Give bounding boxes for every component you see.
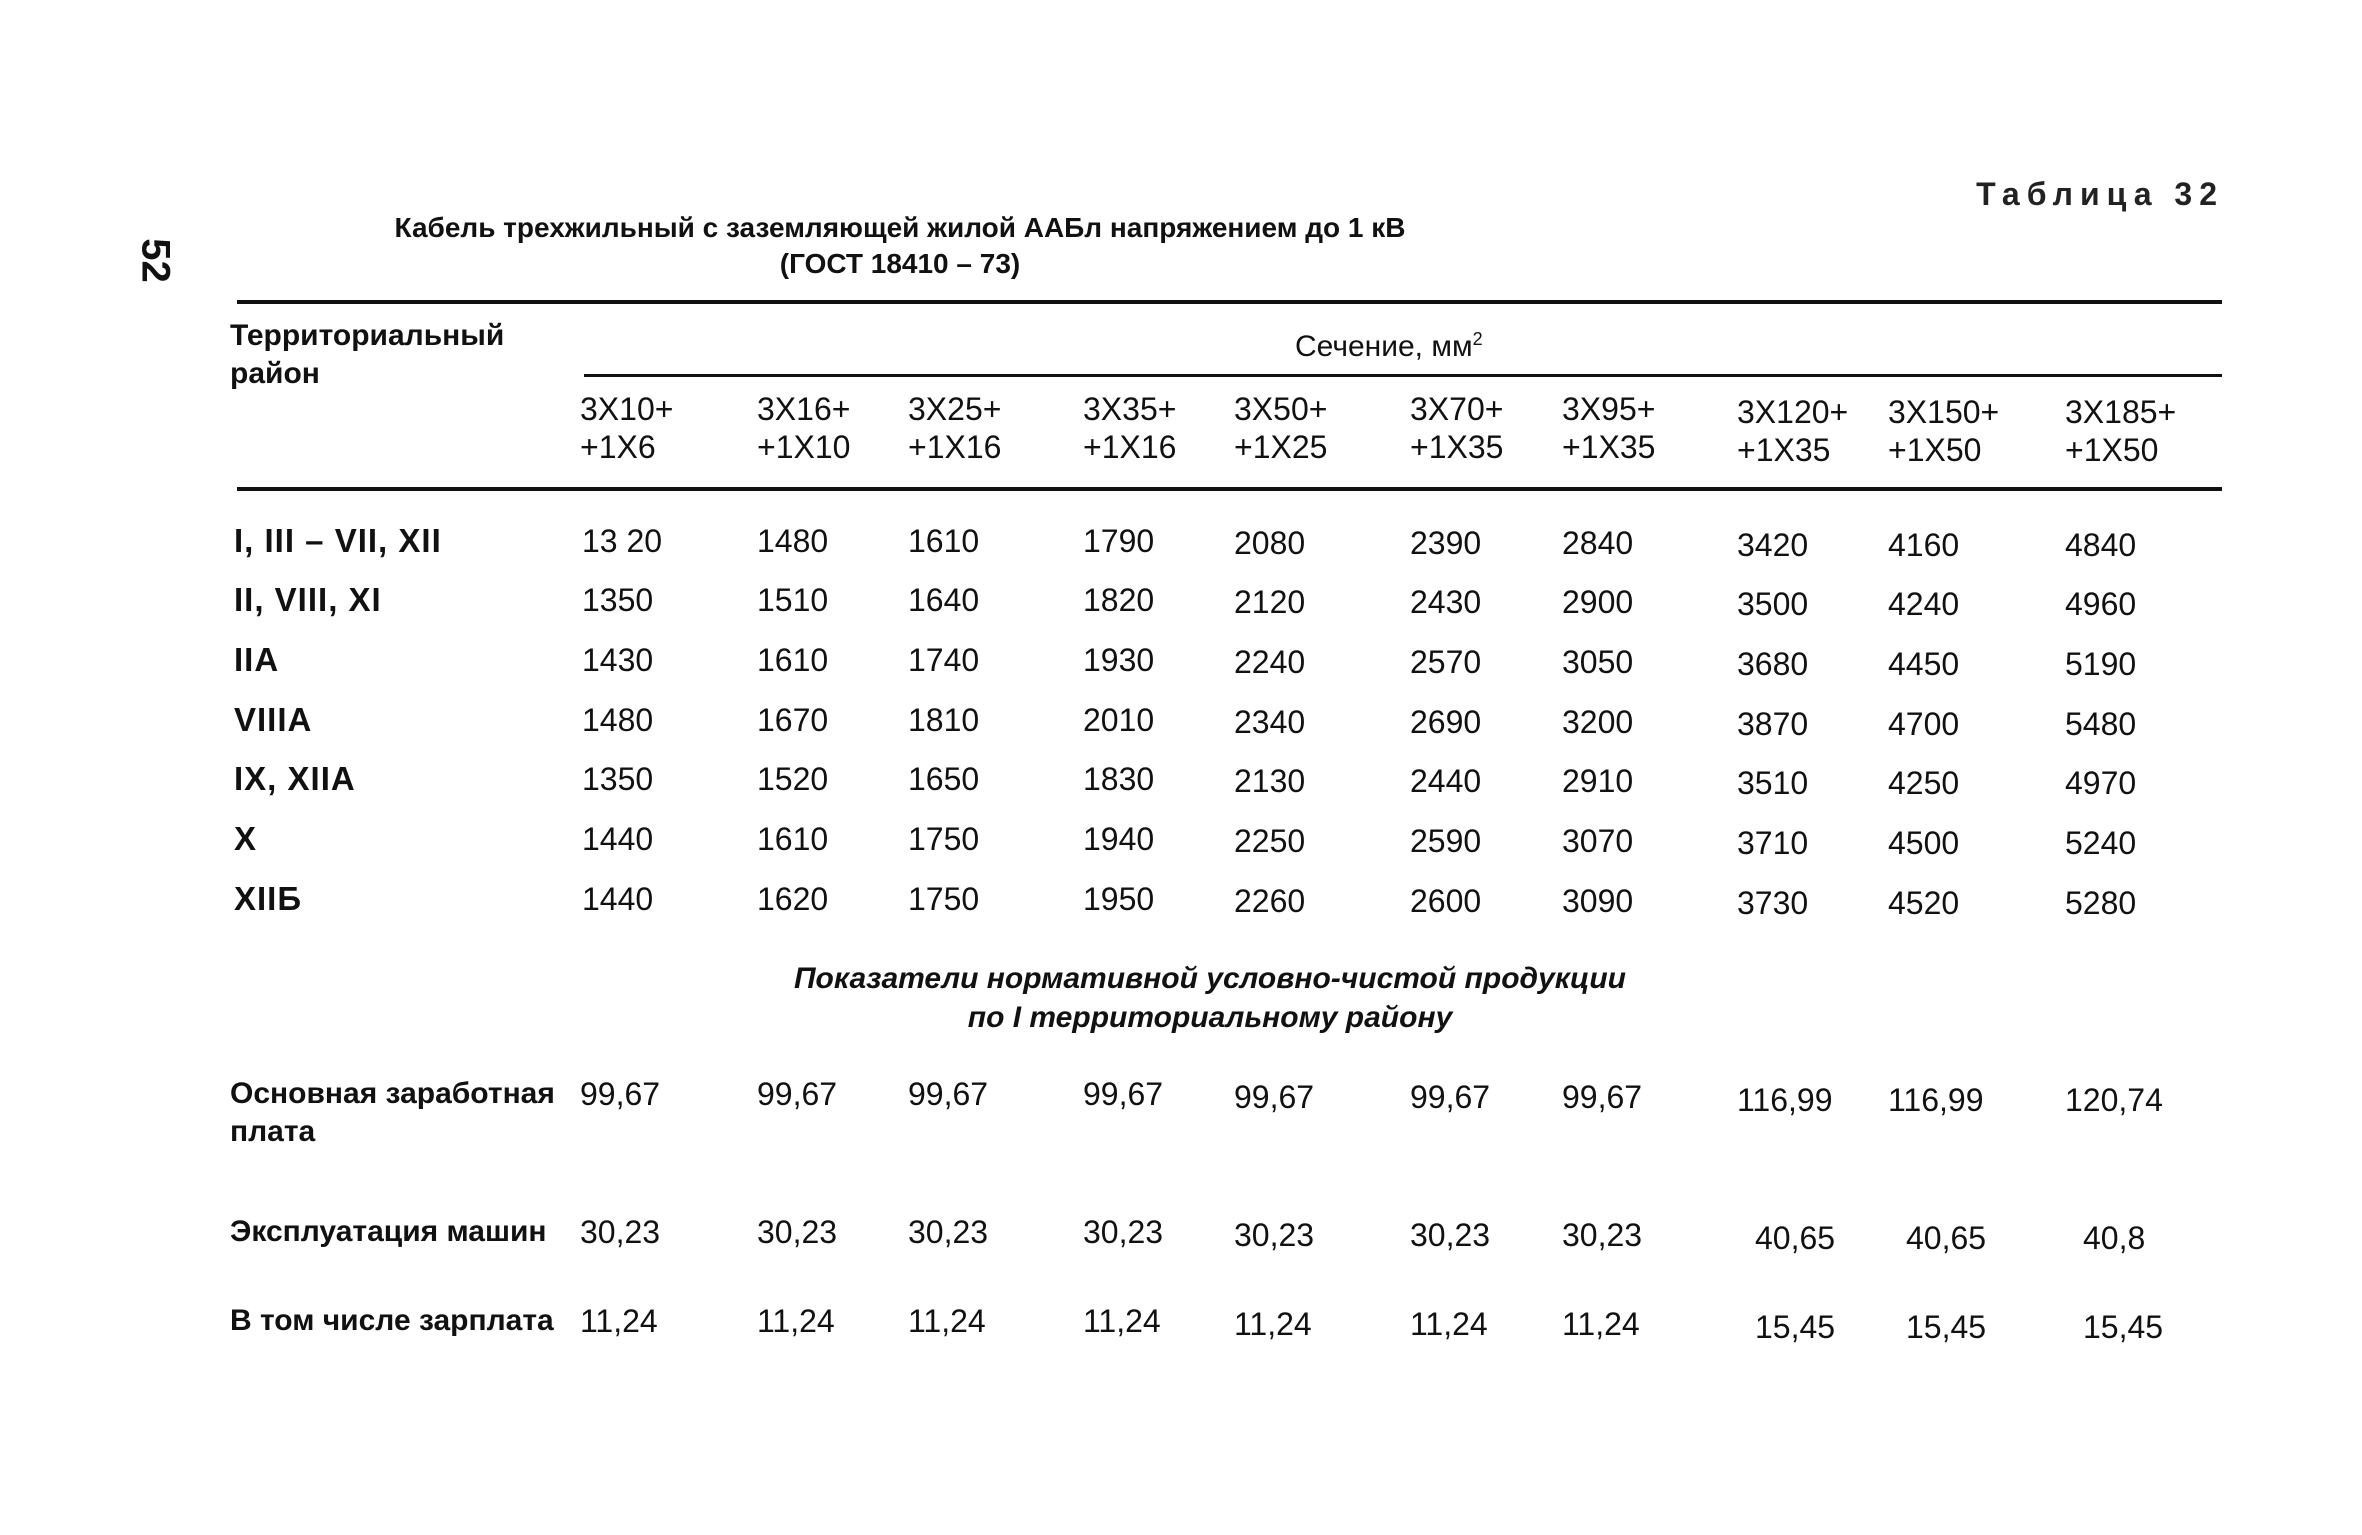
page-number: 52 [133, 238, 178, 283]
indicator-cell: 30,23 [1234, 1217, 1315, 1253]
table-cell: 2120 [1234, 584, 1306, 620]
indicator-cell: 40,65 [1755, 1220, 1836, 1256]
table-title-standard: (ГОСТ 18410 – 73) [779, 248, 1021, 279]
table-cell: 2840 [1562, 525, 1634, 561]
section-header-text: Сечение, мм [1295, 330, 1473, 363]
table-cell: 4500 [1888, 825, 1960, 861]
indicator-cell: 116,99 [1888, 1082, 1984, 1118]
table-cell: 2240 [1234, 644, 1306, 680]
table-number-label: Таблица 32 [1976, 176, 2224, 212]
region-label: XIIБ [234, 880, 303, 917]
indicator-cell: 11,24 [757, 1303, 835, 1339]
table-cell: 1940 [1083, 821, 1155, 857]
table-cell: 3510 [1737, 765, 1809, 801]
table-cell: 2600 [1410, 883, 1482, 919]
table-title: Кабель трехжильный с заземляющей жилой ААБл напряжением до 1 кВ [394, 212, 1406, 243]
indicator-cell: 11,24 [1410, 1306, 1488, 1342]
indicator-cell: 30,23 [1562, 1217, 1643, 1253]
table-cell: 4960 [2065, 586, 2137, 622]
table-cell: 1830 [1083, 761, 1155, 797]
indicator-cell: 11,24 [1562, 1306, 1640, 1342]
table-cell: 1350 [582, 582, 654, 618]
section-label-line2: +1Х16 [1083, 429, 1177, 465]
table-cell: 1930 [1083, 642, 1155, 678]
table-cell: 2440 [1410, 763, 1482, 799]
table-cell: 1510 [757, 582, 829, 618]
table-cell: 3710 [1737, 825, 1809, 861]
table-cell: 3200 [1562, 704, 1634, 740]
section-header-rule [584, 374, 2222, 377]
header-bottom-rule [237, 487, 2222, 491]
indicator-cell: 99,67 [580, 1076, 661, 1112]
section-label-line1: 3Х35+ [1083, 391, 1177, 427]
table-cell: 2430 [1410, 584, 1482, 620]
region-label: IX, XIIA [234, 760, 356, 797]
section-label-line1: 3Х95+ [1562, 391, 1656, 427]
indicator-cell: 11,24 [908, 1303, 986, 1339]
table-cell: 13 20 [582, 523, 663, 559]
table-cell: 1640 [908, 582, 980, 618]
section-label-line2: +1Х35 [1737, 432, 1831, 468]
table-cell: 3680 [1737, 646, 1809, 682]
indicator-cell: 11,24 [580, 1303, 658, 1339]
indicator-cell: 116,99 [1737, 1082, 1833, 1118]
table-cell: 4450 [1888, 646, 1960, 682]
indicators-subtitle: Показатели нормативной условно-чистой продукции [793, 962, 1626, 995]
table-cell: 1670 [757, 702, 829, 738]
indicator-cell: 30,23 [908, 1214, 989, 1250]
indicator-cell: 30,23 [580, 1214, 661, 1250]
section-label-line1: 3Х16+ [757, 391, 851, 427]
table-cell: 2900 [1562, 584, 1634, 620]
section-header-unit-exponent: 2 [1472, 329, 1483, 349]
table-cell: 1620 [757, 881, 829, 917]
table-cell: 1480 [757, 523, 829, 559]
region-label: I, III – VII, XII [234, 522, 442, 559]
table-cell: 1790 [1083, 523, 1155, 559]
region-label: VIIIA [234, 701, 313, 738]
table-cell: 2570 [1410, 644, 1482, 680]
section-label-line1: 3Х70+ [1410, 391, 1504, 427]
table-cell: 5480 [2065, 706, 2137, 742]
table-cell: 2690 [1410, 704, 1482, 740]
table-cell: 2130 [1234, 763, 1306, 799]
indicator-cell: 99,67 [1410, 1079, 1491, 1115]
section-column-header [1295, 320, 1483, 366]
table-cell: 5190 [2065, 646, 2137, 682]
table-cell: 1750 [908, 881, 980, 917]
section-label-line2: +1Х50 [1888, 432, 1982, 468]
section-label-line2: +1Х10 [757, 429, 851, 465]
region-label: II, VIII, XI [234, 581, 382, 618]
table-cell: 4240 [1888, 586, 1960, 622]
table-cell: 2910 [1562, 763, 1634, 799]
table-cell: 1350 [582, 761, 654, 797]
table-cell: 1440 [582, 821, 654, 857]
section-label-line1: 3Х150+ [1888, 394, 2000, 430]
table-cell: 4840 [2065, 527, 2137, 563]
region-label: IIA [234, 641, 280, 678]
table-cell: 1430 [582, 642, 654, 678]
indicator-cell: 30,23 [757, 1214, 838, 1250]
table-cell: 3870 [1737, 706, 1809, 742]
section-label-line2: +1Х25 [1234, 429, 1328, 465]
top-rule [237, 300, 2222, 304]
table-cell: 2260 [1234, 883, 1306, 919]
indicator-cell: 11,24 [1234, 1306, 1312, 1342]
table-cell: 3070 [1562, 823, 1634, 859]
table-cell: 2010 [1083, 702, 1155, 738]
section-label-line1: 3Х10+ [580, 391, 674, 427]
indicator-cell: 40,8 [2083, 1220, 2146, 1256]
section-label-line2: +1Х6 [580, 429, 656, 465]
table-cell: 1650 [908, 761, 980, 797]
table-cell: 2340 [1234, 704, 1306, 740]
indicator-cell: 99,67 [1234, 1079, 1315, 1115]
region-column-header: Территориальный район [230, 319, 505, 390]
indicator-cell: 40,65 [1906, 1220, 1987, 1256]
table-cell: 4250 [1888, 765, 1960, 801]
indicator-cell: 99,67 [757, 1076, 838, 1112]
section-label-line2: +1Х35 [1562, 429, 1656, 465]
indicators-subtitle-region: по I территориальному району [967, 1001, 1453, 1034]
table-cell: 1520 [757, 761, 829, 797]
table-cell: 1610 [757, 821, 829, 857]
indicator-cell: 30,23 [1083, 1214, 1164, 1250]
table-cell: 1750 [908, 821, 980, 857]
indicator-label: Основная заработная плата [230, 1077, 555, 1148]
table-cell: 4970 [2065, 765, 2137, 801]
table-cell: 4160 [1888, 527, 1960, 563]
table-cell: 1810 [908, 702, 980, 738]
indicator-label: В том числе зарплата [230, 1304, 554, 1337]
table-cell: 3090 [1562, 883, 1634, 919]
section-label-line1: 3Х25+ [908, 391, 1002, 427]
indicator-cell: 30,23 [1410, 1217, 1491, 1253]
indicator-cell: 99,67 [1562, 1079, 1643, 1115]
indicator-cell: 99,67 [1083, 1076, 1164, 1112]
table-cell: 3730 [1737, 885, 1809, 921]
indicator-cell: 15,45 [2083, 1309, 2164, 1345]
section-label-line2: +1Х50 [2065, 432, 2159, 468]
section-label-line2: +1Х16 [908, 429, 1002, 465]
table-cell: 1480 [582, 702, 654, 738]
table-cell: 1440 [582, 881, 654, 917]
section-label-line2: +1Х35 [1410, 429, 1504, 465]
table-cell: 3420 [1737, 527, 1809, 563]
table-cell: 1740 [908, 642, 980, 678]
region-label: X [234, 820, 258, 857]
section-label-line1: 3Х120+ [1737, 394, 1849, 430]
indicator-cell: 120,74 [2065, 1082, 2163, 1118]
table-cell: 1950 [1083, 881, 1155, 917]
table-cell: 4700 [1888, 706, 1960, 742]
table-cell: 1610 [908, 523, 980, 559]
table-cell: 2080 [1234, 525, 1306, 561]
table-cell: 1820 [1083, 582, 1155, 618]
section-label-line1: 3Х50+ [1234, 391, 1328, 427]
table-cell: 2390 [1410, 525, 1482, 561]
section-label-line1: 3Х185+ [2065, 394, 2177, 430]
table-cell: 5240 [2065, 825, 2137, 861]
indicator-cell: 11,24 [1083, 1303, 1161, 1339]
table-cell: 3050 [1562, 644, 1634, 680]
indicator-cell: 15,45 [1755, 1309, 1836, 1345]
indicator-label: Эксплуатация машин [230, 1215, 547, 1248]
table-cell: 5280 [2065, 885, 2137, 921]
indicator-cell: 15,45 [1906, 1309, 1987, 1345]
table-cell: 2250 [1234, 823, 1306, 859]
table-cell: 3500 [1737, 586, 1809, 622]
table-cell: 2590 [1410, 823, 1482, 859]
table-cell: 1610 [757, 642, 829, 678]
table-cell: 4520 [1888, 885, 1960, 921]
indicator-cell: 99,67 [908, 1076, 989, 1112]
